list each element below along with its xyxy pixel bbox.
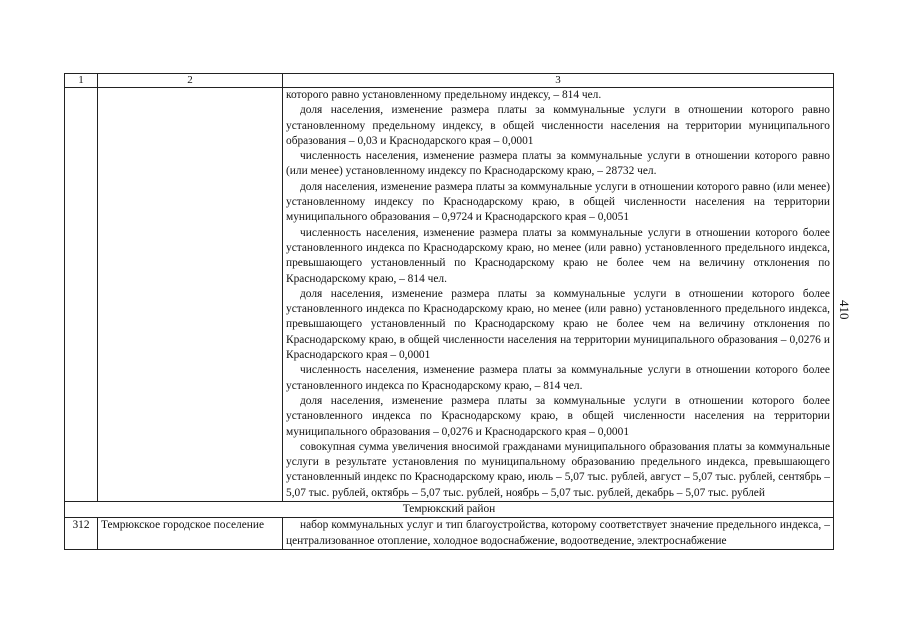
- header-row: [65, 74, 834, 88]
- row-text-cell: [283, 518, 834, 550]
- paragraph: доля населения, изменение размера платы за коммунальные услуги в отношении которого равно (или менее) установленному индексу по Краснодарскому краю, в общей численности населения на территории муниципального образования – 0,9724 и Краснодарского края – 0,0051: [286, 180, 830, 224]
- paragraph: численность населения, изменение размера платы за коммунальные услуги в отношении которого равно (или менее) установленному индексу по Краснодарскому краю, – 28732 чел.: [286, 150, 830, 178]
- paragraph: совокупная сумма увеличения вносимой гражданами муниципального образования платы за коммунальные услуги в результате установления по муниципальному образованию предельного индекса, превышающего установленный индекс по Краснодарскому краю, июль – 5,07 тыс. рублей, август – 5,07 тыс. рублей, сентябрь – 5,07 тыс. рублей, октябрь – 5,07 тыс. рублей, ноябрь – 5,07 тыс. рублей, декабрь – 5,07 тыс. рублей: [286, 440, 830, 499]
- paragraph: доля населения, изменение размера платы за коммунальные услуги в отношении которого более установленного индекса по Краснодарскому краю, но менее (или равно) установленного предельного индекса, превышающего установленный по Краснодарскому краю не более чем на величину отклонения по Краснодарскому краю, в общей численности населения на территории муниципального образования – 0,0276 и Краснодарского края – 0,0001: [286, 287, 830, 362]
- district-heading: Темрюкский район: [65, 502, 834, 518]
- paragraph: численность населения, изменение размера платы за коммунальные услуги в отношении которого более установленного индекса по Краснодарскому краю, но менее (или равно) установленного предельного индекса, превышающего установленный по Краснодарскому краю не более чем на величину отклонения по Краснодарскому краю, – 814 чел.: [286, 226, 830, 285]
- table-row: [65, 518, 834, 550]
- district-row: [65, 502, 834, 518]
- paragraph: численность населения, изменение размера платы за коммунальные услуги в отношении которого более установленного индекса по Краснодарскому краю, – 814 чел.: [286, 364, 830, 392]
- continuation-text-cell: [283, 88, 834, 502]
- paragraph: доля населения, изменение размера платы за коммунальные услуги в отношении которого равно установленному предельному индексу, в общей численности населения на территории муниципального образования – 0,03 и Краснодарского края – 0,0001: [286, 104, 830, 147]
- header-col-2: 2: [98, 74, 283, 88]
- data-table: [64, 73, 834, 550]
- header-col-3: 3: [283, 74, 834, 88]
- header-col-1: 1: [65, 74, 98, 88]
- row-number: 312: [65, 518, 98, 550]
- paragraph: набор коммунальных услуг и тип благоустройства, которому соответствует значение предельного индекса, – централизованное отопление, холодное водоснабжение, водоотведение, электроснабжение: [286, 519, 830, 547]
- settlement-name: Темрюкское городское поселение: [98, 518, 283, 550]
- continuation-row: [65, 88, 834, 502]
- page-number: 410: [837, 300, 852, 320]
- continuation-number-cell: [65, 88, 98, 502]
- continuation-name-cell: [98, 88, 283, 502]
- paragraph: доля населения, изменение размера платы за коммунальные услуги в отношении которого более установленного индекса по Краснодарскому краю, в общей численности населения на территории муниципального образования – 0,0276 и Краснодарского края – 0,0001: [286, 394, 830, 438]
- paragraph: которого равно установленному предельному индексу, – 814 чел.: [286, 89, 602, 101]
